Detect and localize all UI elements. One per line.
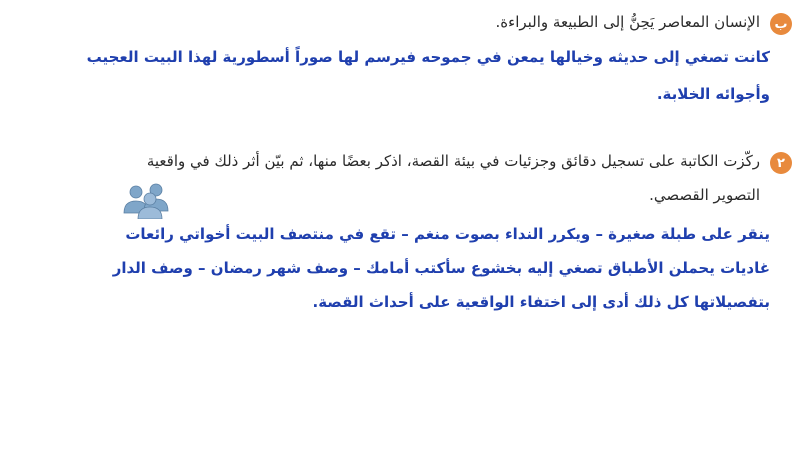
item-2-answer-line-1: ينقر على طبلة صغيرة – ويكرر النداء بصوت منغم – تقع في منتصف البيت أخواتي رائعات <box>125 225 770 243</box>
item-b-answer-line-1: كانت تصغي إلى حديثه وخيالها يمعن في جموحه فيرسم لها صوراً أسطورية لهذا البيت العجيب <box>86 48 770 66</box>
item-2-question-line-2: التصوير القصصي. <box>649 186 760 204</box>
item-2-answer-line-2: غاديات يحملن الأطباق تصغي إليه بخشوع سأكتب أمامك – وصف شهر رمضان – وصف الدار <box>112 259 770 277</box>
item-2-marker: ٢ <box>770 152 792 174</box>
item-b-question: الإنسان المعاصر يَحِنُّ إلى الطبيعة والبراءة. <box>495 13 760 31</box>
item-2-question-line-1: ركّزت الكاتبة على تسجيل دقائق وجزئيات في بيئة القصة، اذكر بعضًا منها، ثم بيّن أثر ذلك في واقعية <box>146 152 760 170</box>
students-group-icon <box>120 183 176 219</box>
item-b-marker: ب <box>770 13 792 35</box>
item-2-answer-line-3: بتفصيلاتها كل ذلك أدى إلى اختفاء الواقعية على أحداث القصة. <box>312 293 770 311</box>
item-b-answer-line-2: وأجوائه الخلابة. <box>656 85 770 103</box>
